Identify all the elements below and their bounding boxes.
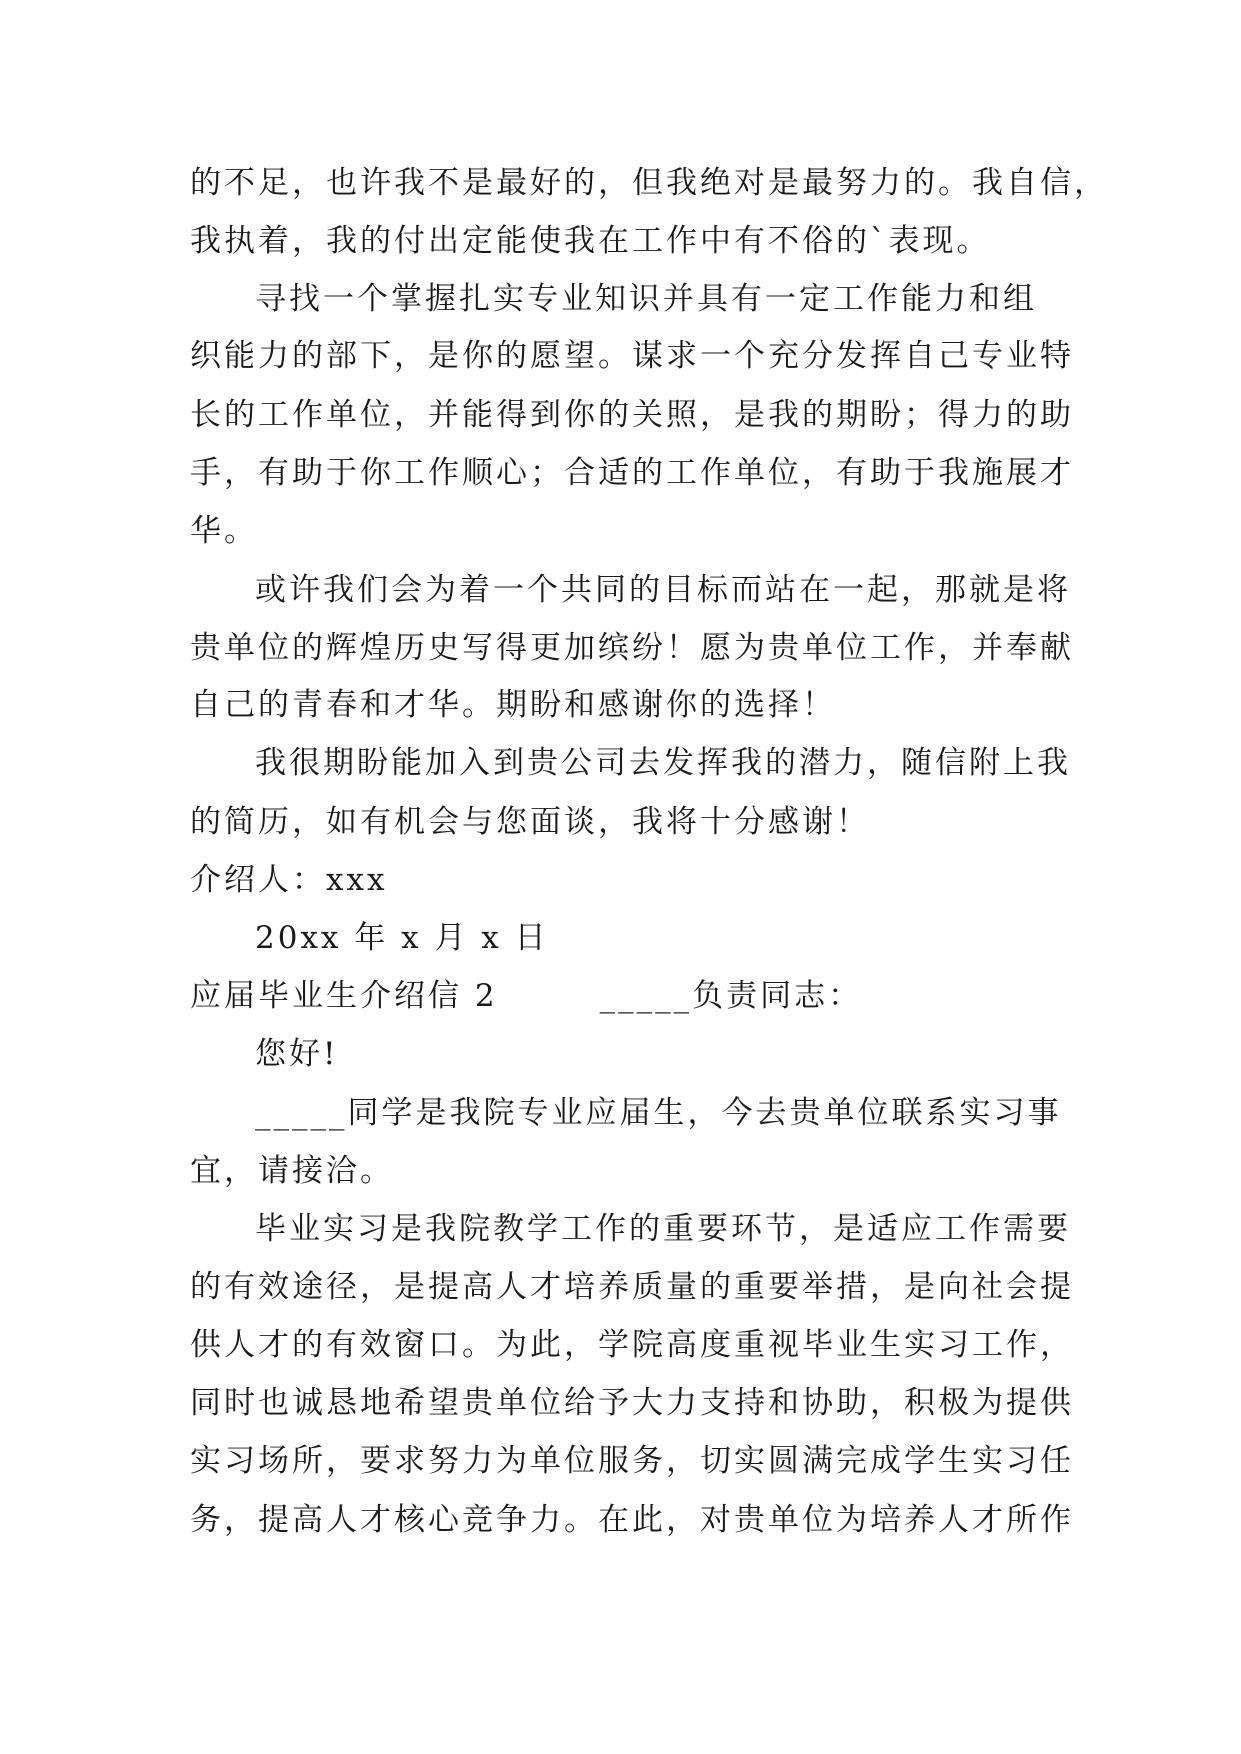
text-line: 长的工作单位，并能得到你的关照，是我的期盼；得力的助 <box>190 397 1074 433</box>
text-line: 手，有助于你工作顺心；合适的工作单位，有助于我施展才 <box>190 455 1074 491</box>
text-line: 的有效途径，是提高人才培养质量的重要举措，是向社会提 <box>190 1269 1074 1305</box>
text-line: 实习场所，要求努力为单位服务，切实圆满完成学生实习任 <box>190 1443 1074 1479</box>
text-line: 务，提高人才核心竞争力。在此，对贵单位为培养人才所作 <box>190 1502 1074 1538</box>
text-line: 我执着，我的付出定能使我在工作中有不俗的`表现。 <box>190 223 991 259</box>
paragraph-start-line: 或许我们会为着一个共同的目标而站在一起，那就是将 <box>255 572 1071 608</box>
letter-heading-line: 应届毕业生介绍信 2 _____负责同志： <box>190 978 863 1014</box>
text-line: 同时也诚恳地希望贵单位给予大力支持和协助，积极为提供 <box>190 1385 1074 1421</box>
paragraph-start-line: 毕业实习是我院教学工作的重要环节，是适应工作需要 <box>255 1211 1071 1247</box>
text-line: 华。 <box>190 513 258 549</box>
text-line: 贵单位的辉煌历史写得更加缤纷！愿为贵单位工作，并奉献 <box>190 630 1074 666</box>
text-line: 自己的青春和才华。期盼和感谢你的选择！ <box>190 687 836 723</box>
greeting-line: 您好! <box>255 1036 339 1072</box>
text-line: 的简历，如有机会与您面谈，我将十分感谢！ <box>190 804 870 840</box>
paragraph-start-line: _____同学是我院专业应届生，今去贵单位联系实习事 <box>255 1095 1062 1131</box>
date-line: 20xx 年 x 月 x 日 <box>255 920 549 956</box>
text-line: 供人才的有效窗口。为此，学院高度重视毕业生实习工作， <box>190 1327 1074 1363</box>
text-line: 的不足，也许我不是最好的，但我绝对是最努力的。我自信， <box>190 165 1108 201</box>
paragraph-start-line: 我很期盼能加入到贵公司去发挥我的潜力，随信附上我 <box>255 745 1071 781</box>
paragraph-start-line: 寻找一个掌握扎实专业知识并具有一定工作能力和组 <box>255 281 1037 317</box>
introducer-line: 介绍人：xxx <box>190 862 388 898</box>
text-line: 宜，请接洽。 <box>190 1153 394 1189</box>
text-line: 织能力的部下，是你的愿望。谋求一个充分发挥自己专业特 <box>190 338 1074 374</box>
